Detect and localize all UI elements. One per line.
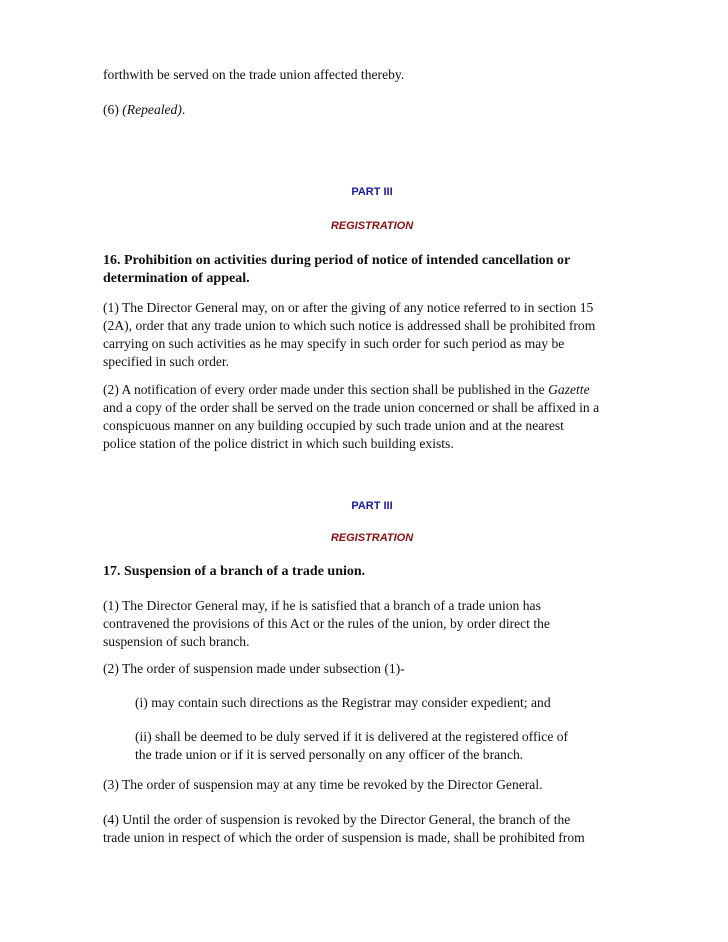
- text-line: forthwith be served on the trade union affected thereby.: [103, 67, 405, 82]
- text-fragment: (2) A notification of every order made under this section shall be published in the: [103, 382, 549, 397]
- heading-line: 17. Suspension of a branch of a trade union.: [103, 564, 366, 579]
- text-line: trade union in respect of which the order of suspension is made, shall be prohibited from: [103, 830, 585, 845]
- subsection-end: .: [181, 102, 186, 117]
- text-line: police station of the police district in which such building exists.: [103, 436, 454, 451]
- section-17-clause-ii: [135, 728, 665, 764]
- section-17-subsection-2: [103, 660, 633, 678]
- part-title: REGISTRATION: [330, 532, 414, 544]
- part-number: PART III: [351, 500, 393, 512]
- section-16-subsection-1: [103, 299, 633, 371]
- text-line: conspicuous manner on any building occupied by such trade union and at the nearest: [103, 418, 564, 433]
- text-line: (4) Until the order of suspension is revoked by the Director General, the branch of the: [103, 812, 571, 827]
- section-16-heading: [103, 252, 633, 288]
- text-line: (i) may contain such directions as the Registrar may consider expedient; and: [135, 695, 551, 710]
- subsection-number: (6): [103, 102, 123, 117]
- text-line: (3) The order of suspension may at any time be revoked by the Director General.: [103, 777, 543, 792]
- section-17-subsection-1: [103, 597, 633, 651]
- heading-line: determination of appeal.: [103, 271, 250, 286]
- text-line: and a copy of the order shall be served on the trade union concerned or shall be affixed in a: [103, 400, 600, 415]
- section-17-subsection-4: [103, 811, 633, 847]
- text-line: carrying on such activities as he may specify in such order for such period as may be: [103, 336, 565, 351]
- part-number: PART III: [351, 186, 393, 198]
- text-line: (1) The Director General may, on or after the giving of any notice referred to in section 15: [103, 300, 594, 315]
- heading-line: 16. Prohibition on activities during period of notice of intended cancellation or: [103, 253, 571, 268]
- section-17-clause-i: [135, 694, 665, 712]
- section-16-subsection-2: [103, 381, 633, 453]
- text-line: [103, 381, 633, 399]
- text-line: (2) The order of suspension made under subsection (1)-: [103, 661, 405, 676]
- gazette-italic: Gazette: [548, 382, 590, 397]
- section-17-heading: [103, 563, 633, 581]
- text-line: (1) The Director General may, if he is satisfied that a branch of a trade union has: [103, 598, 541, 613]
- part-title: REGISTRATION: [330, 220, 414, 232]
- text-line: specified in such order.: [103, 354, 230, 369]
- text-line: (2A), order that any trade union to which such notice is addressed shall be prohibited from: [103, 318, 596, 333]
- subsection-6: [103, 101, 633, 119]
- text-line: (ii) shall be deemed to be duly served if it is delivered at the registered office of: [135, 729, 569, 744]
- text-line: the trade union or if it is served personally on any officer of the branch.: [135, 747, 524, 762]
- continuation-text: [103, 66, 633, 84]
- section-17-subsection-3: [103, 776, 633, 794]
- text-line: suspension of such branch.: [103, 634, 250, 649]
- text-line: contravened the provisions of this Act or the rules of the union, by order direct the: [103, 616, 550, 631]
- repealed-text: (Repealed): [122, 102, 182, 117]
